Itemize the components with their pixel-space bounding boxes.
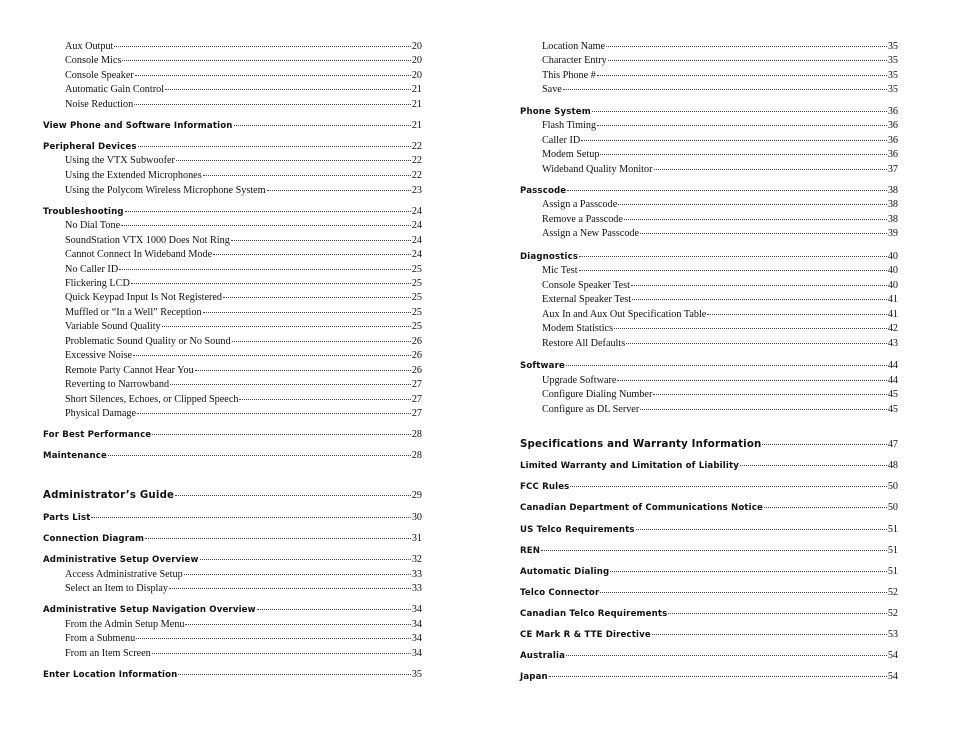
toc-entry-page-number: 45 bbox=[887, 404, 898, 415]
toc-entry[interactable] bbox=[43, 292, 422, 306]
dot-leader bbox=[138, 146, 411, 147]
toc-entry[interactable] bbox=[43, 220, 422, 234]
dot-leader bbox=[137, 413, 411, 414]
toc-entry-page-number: 24 bbox=[411, 220, 422, 231]
toc-entry-title: Software bbox=[520, 361, 565, 371]
toc-entry-title: SoundStation VTX 1000 Does Not Ring bbox=[65, 235, 230, 246]
toc-entry-title: Aux Output bbox=[65, 41, 114, 52]
toc-entry-page-number: 28 bbox=[411, 450, 422, 461]
dot-leader bbox=[600, 592, 886, 593]
dot-leader bbox=[600, 154, 886, 155]
toc-entry[interactable] bbox=[43, 235, 422, 249]
toc-entry-title: Modem Statistics bbox=[542, 323, 614, 334]
toc-entry-page-number: 28 bbox=[411, 429, 422, 440]
dot-leader bbox=[176, 160, 411, 161]
toc-entry-page-number: 36 bbox=[887, 106, 898, 117]
toc-entry[interactable] bbox=[520, 502, 898, 516]
toc-entry-title: Console Mics bbox=[65, 55, 122, 66]
toc-entry-page-number: 35 bbox=[887, 70, 898, 81]
toc-entry-title: US Telco Requirements bbox=[520, 525, 635, 535]
toc-entry-page-number: 35 bbox=[411, 669, 422, 680]
toc-entry[interactable] bbox=[43, 379, 422, 393]
dot-leader bbox=[162, 326, 411, 327]
toc-entry[interactable] bbox=[43, 408, 422, 422]
toc-entry[interactable] bbox=[43, 336, 422, 350]
dot-leader bbox=[579, 270, 887, 271]
toc-entry[interactable] bbox=[520, 185, 898, 199]
toc-entry[interactable] bbox=[43, 120, 422, 134]
toc-entry[interactable] bbox=[43, 41, 422, 55]
toc-entry-page-number: 53 bbox=[887, 629, 898, 640]
dot-leader bbox=[185, 624, 410, 625]
dot-leader bbox=[152, 434, 411, 435]
toc-entry-title: Specifications and Warranty Information bbox=[520, 439, 762, 450]
toc-entry-title: Parts List bbox=[43, 513, 91, 523]
toc-entry[interactable] bbox=[520, 106, 898, 120]
toc-entry[interactable] bbox=[43, 669, 422, 683]
toc-entry-title: Remove a Passcode bbox=[542, 214, 623, 225]
toc-entry-page-number: 40 bbox=[887, 280, 898, 291]
toc-entry[interactable] bbox=[520, 135, 898, 149]
toc-entry-page-number: 21 bbox=[411, 120, 422, 131]
toc-entry[interactable] bbox=[43, 429, 422, 443]
dot-leader bbox=[624, 219, 887, 220]
dot-leader bbox=[234, 125, 411, 126]
toc-entry-page-number: 45 bbox=[887, 389, 898, 400]
toc-entry[interactable] bbox=[43, 170, 422, 184]
toc-entry-page-number: 44 bbox=[887, 375, 898, 386]
toc-entry-title: Configure as DL Server bbox=[542, 404, 640, 415]
toc-entry[interactable] bbox=[43, 633, 422, 647]
toc-entry-page-number: 27 bbox=[411, 379, 422, 390]
toc-entry[interactable] bbox=[520, 70, 898, 84]
toc-entry-title: From the Admin Setup Menu bbox=[65, 619, 185, 630]
toc-entry-page-number: 24 bbox=[411, 235, 422, 246]
toc-entry-page-number: 20 bbox=[411, 70, 422, 81]
toc-entry[interactable] bbox=[43, 554, 422, 568]
toc-entry-page-number: 22 bbox=[411, 170, 422, 181]
dot-leader bbox=[592, 111, 887, 112]
toc-entry-title: FCC Rules bbox=[520, 482, 570, 492]
toc-entry[interactable] bbox=[43, 604, 422, 618]
toc-entry[interactable] bbox=[43, 99, 422, 113]
toc-entry[interactable] bbox=[520, 164, 898, 178]
dot-leader bbox=[740, 465, 887, 466]
toc-entry-title: Using the Extended Microphones bbox=[65, 170, 202, 181]
toc-entry-title: Administrative Setup Overview bbox=[43, 555, 199, 565]
toc-entry-page-number: 24 bbox=[411, 206, 422, 217]
dot-leader bbox=[610, 571, 887, 572]
toc-entry-title: Canadian Telco Requirements bbox=[520, 609, 668, 619]
dot-leader bbox=[135, 75, 411, 76]
toc-entry[interactable] bbox=[520, 309, 898, 323]
dot-leader bbox=[762, 444, 886, 445]
toc-entry-title: Modem Setup bbox=[542, 149, 600, 160]
dot-leader bbox=[133, 355, 411, 356]
toc-entry-page-number: 29 bbox=[411, 490, 422, 501]
toc-entry[interactable] bbox=[520, 199, 898, 213]
toc-entry[interactable] bbox=[520, 265, 898, 279]
toc-entry-page-number: 24 bbox=[411, 249, 422, 260]
toc-entry-title: Using the Polycom Wireless Microphone System bbox=[65, 185, 266, 196]
toc-entry-title: Diagnostics bbox=[520, 252, 579, 262]
toc-entry-title: Peripheral Devices bbox=[43, 142, 137, 152]
dot-leader bbox=[566, 655, 887, 656]
toc-entry[interactable] bbox=[520, 481, 898, 495]
toc-entry[interactable] bbox=[520, 280, 898, 294]
toc-entry[interactable] bbox=[43, 278, 422, 292]
toc-entry[interactable] bbox=[520, 545, 898, 559]
toc-entry[interactable] bbox=[520, 338, 898, 352]
toc-entry[interactable] bbox=[520, 460, 898, 474]
toc-entry-page-number: 39 bbox=[887, 228, 898, 239]
toc-entry[interactable] bbox=[43, 249, 422, 263]
toc-entry-page-number: 34 bbox=[411, 619, 422, 630]
toc-entry-page-number: 43 bbox=[887, 338, 898, 349]
toc-entry-page-number: 30 bbox=[411, 512, 422, 523]
toc-entry-page-number: 25 bbox=[411, 307, 422, 318]
toc-entry-title: Aux In and Aux Out Specification Table bbox=[542, 309, 707, 320]
toc-entry-title: For Best Performance bbox=[43, 430, 152, 440]
toc-entry-title: CE Mark R & TTE Directive bbox=[520, 630, 651, 640]
dot-leader bbox=[581, 140, 887, 141]
toc-entry-page-number: 26 bbox=[411, 336, 422, 347]
toc-entry-page-number: 25 bbox=[411, 292, 422, 303]
toc-entry[interactable] bbox=[43, 365, 422, 379]
toc-entry[interactable] bbox=[43, 583, 422, 597]
dot-leader bbox=[652, 634, 887, 635]
dot-leader bbox=[608, 60, 887, 61]
toc-entry[interactable] bbox=[520, 524, 898, 538]
dot-leader bbox=[614, 328, 887, 329]
toc-entry-page-number: 38 bbox=[887, 199, 898, 210]
dot-leader bbox=[223, 297, 411, 298]
toc-entry[interactable] bbox=[520, 389, 898, 403]
toc-entry[interactable] bbox=[520, 149, 898, 163]
toc-entry-page-number: 27 bbox=[411, 394, 422, 405]
toc-entry-page-number: 50 bbox=[887, 502, 898, 513]
toc-entry-page-number: 52 bbox=[887, 608, 898, 619]
toc-entry[interactable] bbox=[520, 404, 898, 418]
dot-leader bbox=[232, 341, 411, 342]
dot-leader bbox=[549, 676, 887, 677]
toc-entry[interactable] bbox=[43, 84, 422, 98]
toc-entry-title: Configure Dialing Number bbox=[542, 389, 653, 400]
toc-entry-page-number: 35 bbox=[887, 55, 898, 66]
dot-leader bbox=[707, 314, 886, 315]
toc-entry-page-number: 34 bbox=[411, 648, 422, 659]
toc-entry-title: Excessive Noise bbox=[65, 350, 133, 361]
toc-entry-page-number: 20 bbox=[411, 41, 422, 52]
toc-entry[interactable] bbox=[520, 608, 898, 622]
toc-entry[interactable] bbox=[520, 323, 898, 337]
dot-leader bbox=[131, 283, 411, 284]
toc-entry-title: Administrative Setup Navigation Overview bbox=[43, 605, 256, 615]
dot-leader bbox=[122, 60, 410, 61]
toc-entry[interactable] bbox=[43, 206, 422, 220]
toc-entry-page-number: 26 bbox=[411, 350, 422, 361]
dot-leader bbox=[579, 256, 887, 257]
toc-entry[interactable] bbox=[520, 375, 898, 389]
toc-entry-page-number: 52 bbox=[887, 587, 898, 598]
toc-entry[interactable] bbox=[43, 569, 422, 583]
toc-entry[interactable] bbox=[43, 155, 422, 169]
toc-entry-page-number: 38 bbox=[887, 185, 898, 196]
toc-entry-page-number: 21 bbox=[411, 84, 422, 95]
toc-entry[interactable] bbox=[520, 120, 898, 134]
toc-entry[interactable] bbox=[520, 214, 898, 228]
dot-leader bbox=[170, 384, 411, 385]
toc-entry-title: Maintenance bbox=[43, 451, 107, 461]
toc-entry-title: Australia bbox=[520, 651, 566, 661]
toc-entry[interactable] bbox=[43, 648, 422, 662]
toc-entry[interactable] bbox=[43, 141, 422, 155]
toc-entry-title: Mic Test bbox=[542, 265, 578, 276]
toc-entry-page-number: 25 bbox=[411, 278, 422, 289]
toc-entry[interactable] bbox=[43, 512, 422, 526]
toc-entry[interactable] bbox=[43, 533, 422, 547]
toc-entry[interactable] bbox=[43, 55, 422, 69]
toc-entry-page-number: 51 bbox=[887, 566, 898, 577]
toc-entry-page-number: 22 bbox=[411, 141, 422, 152]
dot-leader bbox=[239, 399, 410, 400]
toc-entry-page-number: 22 bbox=[411, 155, 422, 166]
dot-leader bbox=[626, 343, 887, 344]
dot-leader bbox=[631, 285, 887, 286]
toc-entry-title: Flash Timing bbox=[542, 120, 597, 131]
dot-leader bbox=[203, 175, 411, 176]
dot-leader bbox=[597, 125, 887, 126]
toc-entry-title: View Phone and Software Information bbox=[43, 121, 233, 131]
toc-entry-page-number: 25 bbox=[411, 321, 422, 332]
toc-entry-title: From an Item Screen bbox=[65, 648, 151, 659]
toc-entry-title: Select an Item to Display bbox=[65, 583, 168, 594]
toc-entry-page-number: 34 bbox=[411, 604, 422, 615]
toc-entry-title: Location Name bbox=[542, 41, 606, 52]
toc-entry[interactable] bbox=[43, 450, 422, 464]
toc-entry[interactable] bbox=[520, 84, 898, 98]
dot-leader bbox=[175, 495, 411, 496]
dot-leader bbox=[597, 75, 887, 76]
toc-entry[interactable] bbox=[520, 671, 898, 685]
toc-entry-title: Variable Sound Quality bbox=[65, 321, 161, 332]
toc-entry-page-number: 37 bbox=[887, 164, 898, 175]
toc-entry[interactable] bbox=[43, 185, 422, 199]
dot-leader bbox=[632, 299, 887, 300]
toc-entry[interactable] bbox=[520, 587, 898, 601]
toc-entry-page-number: 51 bbox=[887, 545, 898, 556]
dot-leader bbox=[231, 240, 411, 241]
dot-leader bbox=[541, 550, 887, 551]
toc-entry-title: Passcode bbox=[520, 186, 567, 196]
toc-entry-title: Troubleshooting bbox=[43, 207, 124, 217]
toc-entry[interactable] bbox=[520, 55, 898, 69]
toc-entry-page-number: 40 bbox=[887, 265, 898, 276]
dot-leader bbox=[640, 409, 887, 410]
toc-entry[interactable] bbox=[520, 439, 898, 453]
dot-leader bbox=[134, 104, 411, 105]
toc-entry-title: Physical Damage bbox=[65, 408, 137, 419]
toc-entry-page-number: 36 bbox=[887, 135, 898, 146]
toc-entry-page-number: 36 bbox=[887, 120, 898, 131]
toc-entry[interactable] bbox=[43, 307, 422, 321]
toc-entry-title: Flickering LCD bbox=[65, 278, 130, 289]
toc-entry-title: Automatic Gain Control bbox=[65, 84, 165, 95]
toc-entry-title: Caller ID bbox=[542, 135, 581, 146]
toc-entry-title: Character Entry bbox=[542, 55, 607, 66]
toc-entry-title: Noise Reduction bbox=[65, 99, 134, 110]
toc-entry-page-number: 31 bbox=[411, 533, 422, 544]
toc-entry-title: Save bbox=[542, 84, 562, 95]
toc-entry-page-number: 44 bbox=[887, 360, 898, 371]
dot-leader bbox=[125, 211, 411, 212]
toc-entry-page-number: 41 bbox=[887, 294, 898, 305]
dot-leader bbox=[152, 653, 411, 654]
toc-entry-title: Upgrade Software bbox=[542, 375, 617, 386]
toc-entry-title: This Phone # bbox=[542, 70, 596, 81]
toc-entry[interactable] bbox=[43, 321, 422, 335]
toc-entry-title: Reverting to Narrowband bbox=[65, 379, 170, 390]
toc-entry-title: Enter Location Information bbox=[43, 670, 178, 680]
toc-entry-title: Phone System bbox=[520, 107, 591, 117]
toc-entry-title: Remote Party Cannot Hear You bbox=[65, 365, 194, 376]
dot-leader bbox=[640, 233, 887, 234]
dot-leader bbox=[606, 46, 887, 47]
toc-entry[interactable] bbox=[43, 350, 422, 364]
dot-leader bbox=[668, 613, 886, 614]
toc-entry-title: No Caller ID bbox=[65, 264, 119, 275]
dot-leader bbox=[563, 89, 887, 90]
dot-leader bbox=[121, 225, 411, 226]
toc-entry-page-number: 27 bbox=[411, 408, 422, 419]
dot-leader bbox=[200, 559, 411, 560]
toc-entry-page-number: 23 bbox=[411, 185, 422, 196]
toc-entry-page-number: 48 bbox=[887, 460, 898, 471]
toc-entry[interactable] bbox=[43, 70, 422, 84]
toc-entry-page-number: 47 bbox=[887, 439, 898, 450]
toc-entry-page-number: 40 bbox=[887, 251, 898, 262]
toc-entry-title: Cannot Connect In Wideband Mode bbox=[65, 249, 213, 260]
toc-entry-title: Administrator’s Guide bbox=[43, 490, 175, 501]
toc-entry-title: Connection Diagram bbox=[43, 534, 145, 544]
dot-leader bbox=[764, 507, 887, 508]
dot-leader bbox=[203, 312, 411, 313]
toc-entry-page-number: 35 bbox=[887, 84, 898, 95]
dot-leader bbox=[653, 394, 886, 395]
toc-entry-title: Telco Connector bbox=[520, 588, 600, 598]
toc-entry[interactable] bbox=[520, 650, 898, 664]
toc-entry[interactable] bbox=[43, 394, 422, 408]
toc-entry-page-number: 51 bbox=[887, 524, 898, 535]
toc-entry-title: Automatic Dialing bbox=[520, 567, 610, 577]
toc-entry-page-number: 41 bbox=[887, 309, 898, 320]
dot-leader bbox=[654, 169, 887, 170]
dot-leader bbox=[184, 574, 411, 575]
dot-leader bbox=[178, 674, 410, 675]
toc-entry-page-number: 32 bbox=[411, 554, 422, 565]
toc-entry-page-number: 35 bbox=[887, 41, 898, 52]
dot-leader bbox=[636, 529, 887, 530]
toc-entry-title: External Speaker Test bbox=[542, 294, 632, 305]
toc-entry[interactable] bbox=[520, 566, 898, 580]
toc-entry[interactable] bbox=[520, 228, 898, 242]
dot-leader bbox=[617, 380, 886, 381]
toc-entry[interactable] bbox=[520, 294, 898, 308]
toc-entry-page-number: 26 bbox=[411, 365, 422, 376]
dot-leader bbox=[195, 370, 411, 371]
dot-leader bbox=[267, 190, 411, 191]
toc-entry-page-number: 21 bbox=[411, 99, 422, 110]
dot-leader bbox=[169, 588, 411, 589]
toc-entry[interactable] bbox=[520, 41, 898, 55]
toc-entry-title: Limited Warranty and Limitation of Liability bbox=[520, 461, 739, 471]
toc-entry-title: Assign a Passcode bbox=[542, 199, 618, 210]
toc-entry-page-number: 25 bbox=[411, 264, 422, 275]
toc-entry-page-number: 36 bbox=[887, 149, 898, 160]
dot-leader bbox=[165, 89, 411, 90]
dot-leader bbox=[145, 538, 411, 539]
toc-entry-page-number: 33 bbox=[411, 569, 422, 580]
toc-entry-title: No Dial Tone bbox=[65, 220, 121, 231]
toc-entry-title: Problematic Sound Quality or No Sound bbox=[65, 336, 231, 347]
dot-leader bbox=[213, 254, 411, 255]
dot-leader bbox=[566, 365, 887, 366]
toc-entry-title: Console Speaker Test bbox=[542, 280, 630, 291]
toc-entry-page-number: 20 bbox=[411, 55, 422, 66]
toc-entry[interactable] bbox=[43, 490, 422, 504]
dot-leader bbox=[119, 269, 411, 270]
toc-entry[interactable] bbox=[43, 264, 422, 278]
toc-entry-page-number: 33 bbox=[411, 583, 422, 594]
toc-entry-title: Restore All Defaults bbox=[542, 338, 626, 349]
toc-entry-title: Canadian Department of Communications Notice bbox=[520, 503, 763, 513]
toc-entry[interactable] bbox=[520, 360, 898, 374]
dot-leader bbox=[570, 486, 886, 487]
toc-entry-page-number: 54 bbox=[887, 671, 898, 682]
toc-entry-title: From a Submenu bbox=[65, 633, 136, 644]
toc-entry-title: Using the VTX Subwoofer bbox=[65, 155, 175, 166]
toc-entry-title: Console Speaker bbox=[65, 70, 134, 81]
toc-entry[interactable] bbox=[520, 629, 898, 643]
toc-entry-title: Assign a New Passcode bbox=[542, 228, 640, 239]
dot-leader bbox=[257, 609, 411, 610]
toc-entry-page-number: 54 bbox=[887, 650, 898, 661]
toc-entry-title: Muffled or “In a Well” Reception bbox=[65, 307, 202, 318]
toc-entry-page-number: 38 bbox=[887, 214, 898, 225]
dot-leader bbox=[567, 190, 887, 191]
toc-entry-page-number: 34 bbox=[411, 633, 422, 644]
toc-entry-title: Short Silences, Echoes, or Clipped Speech bbox=[65, 394, 239, 405]
toc-entry[interactable] bbox=[520, 251, 898, 265]
toc-entry-title: Wideband Quality Monitor bbox=[542, 164, 653, 175]
dot-leader bbox=[114, 46, 410, 47]
dot-leader bbox=[108, 455, 411, 456]
toc-entry-title: Quick Keypad Input Is Not Registered bbox=[65, 292, 223, 303]
dot-leader bbox=[618, 204, 887, 205]
toc-entry-title: REN bbox=[520, 546, 541, 556]
toc-entry-title: Japan bbox=[520, 672, 548, 682]
toc-entry-title: Access Administrative Setup bbox=[65, 569, 183, 580]
dot-leader bbox=[91, 517, 410, 518]
dot-leader bbox=[136, 638, 411, 639]
toc-entry[interactable] bbox=[43, 619, 422, 633]
toc-entry-page-number: 50 bbox=[887, 481, 898, 492]
toc-entry-page-number: 42 bbox=[887, 323, 898, 334]
